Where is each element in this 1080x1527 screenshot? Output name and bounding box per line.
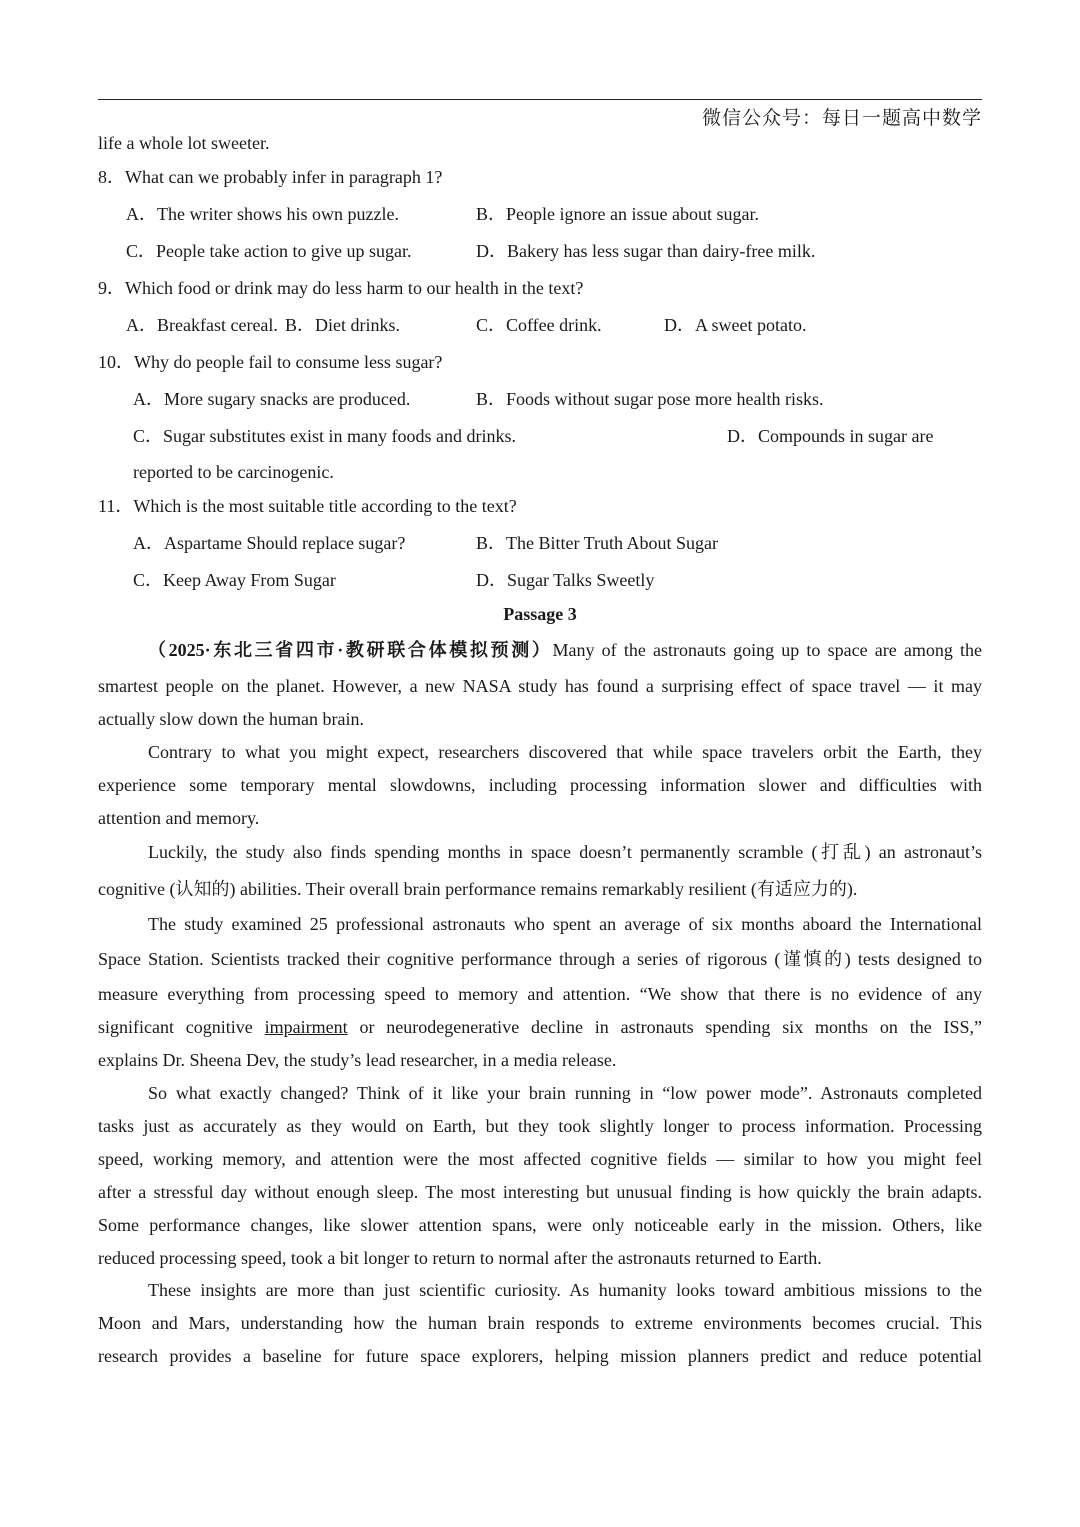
passage-line: The study examined 25 professional astronauts who spent an average of six months aboard the International: [148, 914, 982, 934]
question-9-option-c: C．Coffee drink.: [476, 315, 602, 335]
question-8-option-c: C．People take action to give up sugar.: [126, 241, 412, 261]
question-9-stem: 9．Which food or drink may do less harm to our health in the text?: [98, 278, 584, 298]
underlined-word-impairment: impairment: [264, 1017, 348, 1037]
passage-line: measure everything from processing speed to memory and attention. “We show that there is no evidence of any: [98, 984, 982, 1004]
passage-line: experience some temporary mental slowdowns, including processing information slower and difficulties with: [98, 775, 982, 795]
question-11-option-b: B．The Bitter Truth About Sugar: [476, 533, 719, 553]
question-10-option-d-cont: reported to be carcinogenic.: [133, 462, 334, 482]
continuation-text: life a whole lot sweeter.: [98, 133, 270, 153]
question-11-option-a: A．Aspartame Should replace sugar?: [133, 533, 406, 553]
question-11-stem: 11．Which is the most suitable title according to the text?: [98, 496, 517, 516]
passage-source: （2025·东北三省四市·教研联合体模拟预测）: [148, 640, 553, 660]
passage-line: [98, 638, 982, 662]
passage-line: [98, 1015, 982, 1039]
question-8-stem: 8．What can we probably infer in paragraph 1?: [98, 167, 443, 187]
question-8-option-a: A．The writer shows his own puzzle.: [126, 204, 399, 224]
passage-line: research provides a baseline for future space explorers, helping mission planners predict and reduce potential: [98, 1346, 982, 1366]
passage-line: Moon and Mars, understanding how the human brain responds to extreme environments becomes crucial. This: [98, 1313, 982, 1333]
passage-line-text: or neurodegenerative decline in astronauts spending six months on the ISS,”: [359, 1017, 983, 1037]
passage-line: actually slow down the human brain.: [98, 709, 364, 729]
question-11-option-d: D．Sugar Talks Sweetly: [476, 570, 655, 590]
question-10-option-c: C．Sugar substitutes exist in many foods and drinks.: [133, 426, 516, 446]
passage-line: These insights are more than just scientific curiosity. As humanity looks toward ambitious missions to the: [148, 1280, 982, 1300]
passage-line: tasks just as accurately as they would on Earth, but they took slightly longer to process information. Processing: [98, 1116, 982, 1136]
question-10-option-a: A．More sugary snacks are produced.: [133, 389, 411, 409]
question-10-option-d: D．Compounds in sugar are: [727, 426, 934, 446]
header-rule: [98, 99, 982, 100]
question-10-option-b: B．Foods without sugar pose more health risks.: [476, 389, 824, 409]
question-9-option-b: B．Diet drinks.: [285, 315, 400, 335]
passage-line-text: significant cognitive: [98, 1017, 253, 1037]
passage-line: Some performance changes, like slower attention spans, were only noticeable early in the mission. Others, like: [98, 1215, 982, 1235]
passage-line: after a stressful day without enough sleep. The most interesting but unusual finding is how quickly the brain adapts.: [98, 1182, 982, 1202]
passage-line: speed, working memory, and attention were the most affected cognitive fields — similar to how you might feel: [98, 1149, 982, 1169]
passage-line: explains Dr. Sheena Dev, the study’s lead researcher, in a media release.: [98, 1050, 617, 1070]
question-8-option-b: B．People ignore an issue about sugar.: [476, 204, 759, 224]
question-11-option-c: C．Keep Away From Sugar: [133, 570, 336, 590]
passage-line: reduced processing speed, took a bit longer to return to normal after the astronauts returned to Earth.: [98, 1248, 822, 1268]
question-8-option-d: D．Bakery has less sugar than dairy-free milk.: [476, 241, 816, 261]
passage-line: attention and memory.: [98, 808, 260, 828]
passage-line: Luckily, the study also finds spending months in space doesn’t permanently scramble (打乱) an astronaut’s: [148, 842, 982, 862]
passage-line: smartest people on the planet. However, a new NASA study has found a surprising effect of space travel — it may: [98, 676, 982, 696]
header-wechat-label: 微信公众号：每日一题高中数学: [701, 107, 982, 129]
passage-line: Contrary to what you might expect, researchers discovered that while space travelers orbit the Earth, they: [148, 742, 982, 762]
passage-line: Space Station. Scientists tracked their cognitive performance through a series of rigorous (谨慎的) tests designed to: [98, 949, 982, 969]
passage-line-text: Many of the astronauts going up to space are among the: [552, 640, 982, 660]
question-10-stem: 10．Why do people fail to consume less sugar?: [98, 352, 443, 372]
question-9-option-d: D．A sweet potato.: [664, 315, 807, 335]
question-9-option-a: A．Breakfast cereal.: [126, 315, 278, 335]
passage-line: cognitive (认知的) abilities. Their overall brain performance remains remarkably resilient (有适应力的).: [98, 879, 858, 899]
passage-line: So what exactly changed? Think of it like your brain running in “low power mode”. Astronauts completed: [148, 1083, 982, 1103]
passage-title: Passage 3: [503, 604, 577, 624]
